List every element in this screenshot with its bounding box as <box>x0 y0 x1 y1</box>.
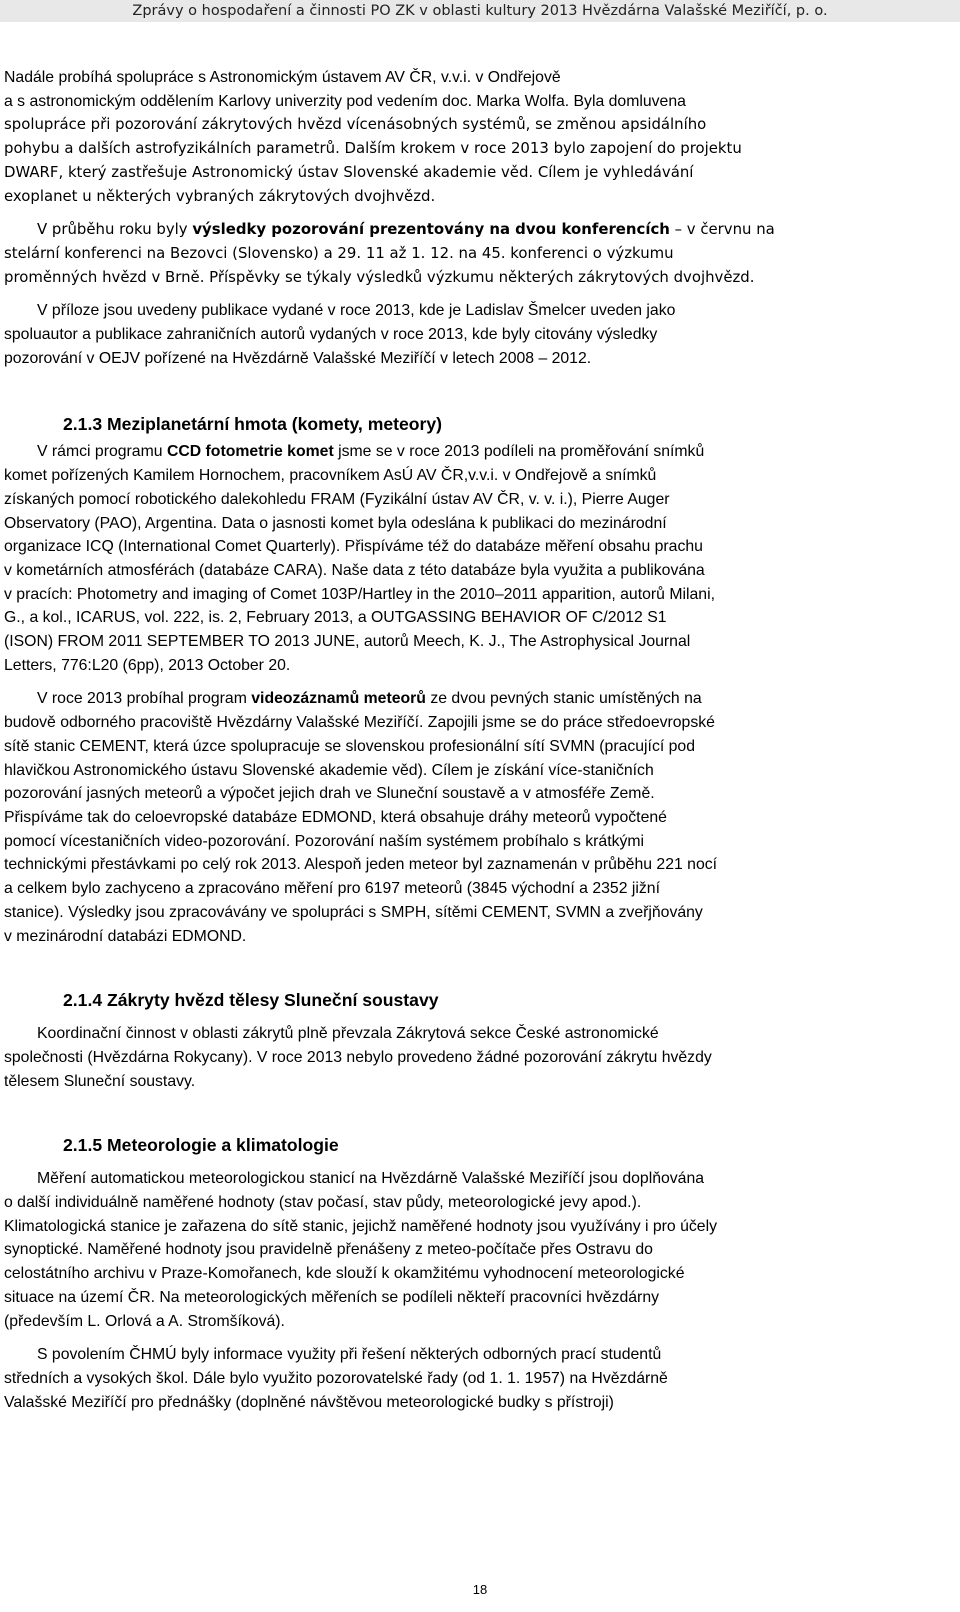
text-line: organizace ICQ (International Comet Quarterly). Přispíváme též do databáze měření obsahu prachu <box>4 538 703 556</box>
paragraph-cooperation <box>4 66 934 208</box>
text-line: V rámci programu CCD fotometrie komet jsme se v roce 2013 podíleli na proměřování snímků <box>37 443 705 461</box>
text-line: získaných pomocí robotického dalekohledu FRAM (Fyzikální ústav AV ČR, v. v. i.), Pierre Auger <box>4 490 670 508</box>
bold-phrase: CCD fotometrie komet <box>166 443 334 461</box>
text-line: Klimatologická stanice je zařazena do sítě stanic, jejichž naměřené hodnoty jsou využívány i pro účely <box>4 1217 717 1235</box>
paragraph-publications <box>4 299 934 370</box>
page-number: 18 <box>472 1582 488 1597</box>
text-line: v kometárních atmosférách (databáze CARA). Naše data z této databáze byla využita a publikována <box>4 561 705 579</box>
text-line: V průběhu roku byly výsledky pozorování prezentovány na dvou konferencích – v červnu na <box>37 220 775 239</box>
text-line: pohybu a dalších astrofyzikálních parametrů. Dalším krokem v roce 2013 bylo zapojení do projektu <box>4 139 742 158</box>
text-line: V roce 2013 probíhal program videozáznamů meteorů ze dvou pevných stanic umístěných na <box>37 690 702 708</box>
text-line: pozorování v OEJV pořízené na Hvězdárně Valašské Meziříčí v letech 2008 – 2012. <box>4 349 592 367</box>
text-line: synoptické. Naměřené hodnoty jsou pravidelně přenášeny z meteo-počítače přes Ostravu do <box>4 1241 653 1259</box>
text-line: V příloze jsou uvedeny publikace vydané v roce 2013, kde je Ladislav Šmelcer uveden jako <box>37 302 676 320</box>
paragraph-occultations <box>4 1022 934 1093</box>
paragraph-chmu <box>4 1343 934 1414</box>
section-heading-2-1-4: 2.1.4 Zákryty hvězd tělesy Sluneční soustavy <box>63 990 439 1011</box>
paragraph-comets <box>4 440 934 677</box>
text-line: společnosti (Hvězdárna Rokycany). V roce 2013 nebylo provedeno žádné pozorování zákrytu hvězdy <box>4 1048 712 1066</box>
text-line: tělesem Sluneční soustavy. <box>4 1072 196 1090</box>
text-line: hlavičkou Astronomického ústavu Slovenské akademie věd). Cílem je získání více-staničních <box>4 761 654 779</box>
text-line: Přispíváme tak do celoevropské databáze EDMOND, která obsahuje dráhy meteorů vypočtené <box>4 808 667 826</box>
text-line: spolupráce při pozorování zákrytových hvězd vícenásobných systémů, se změnou apsidálního <box>4 115 707 134</box>
paragraph-meteors <box>4 687 934 948</box>
text-line: celostátního archivu v Praze-Komořanech, kde slouží k okamžitému vyhodnocení meteorologické <box>4 1265 685 1283</box>
text-line: středních a vysokých škol. Dále bylo využito pozorovatelské řady (od 1. 1. 1957) na Hvězdárně <box>4 1369 668 1387</box>
text-line: situace na území ČR. Na meteorologických měřeních se podíleli někteří pracovníci hvězdárny <box>4 1288 659 1306</box>
paragraph-conferences <box>4 218 934 289</box>
text-line: S povolením ČHMÚ byly informace využity při řešení některých odborných prací studentů <box>37 1346 662 1364</box>
text-line: (ISON) FROM 2011 SEPTEMBER TO 2013 JUNE, autorů Meech, K. J., The Astrophysical Journal <box>4 633 691 651</box>
text-line: pozorování jasných meteorů a výpočet jejich drah ve Sluneční soustavě a v atmosféře Země. <box>4 785 655 803</box>
running-header <box>0 0 960 22</box>
running-header-title: Zprávy o hospodaření a činnosti PO ZK v oblasti kultury 2013 Hvězdárna Valašské Meziříčí, p. o. <box>132 3 828 19</box>
text-line: Koordinační činnost v oblasti zákrytů plně převzala Zákrytová sekce České astronomické <box>37 1025 659 1043</box>
text-line: komet pořízených Kamilem Hornochem, pracovníkem AsÚ AV ČR,v.v.i. v Ondřejově a snímků <box>4 467 657 485</box>
text-line: stelární konferenci na Bezovci (Slovensko) a 29. 11 až 1. 12. na 45. konferenci o výzkumu <box>4 243 674 262</box>
text-line: budově odborného pracoviště Hvězdárny Valašské Meziříčí. Zapojili jsme se do práce středoevropské <box>4 714 715 732</box>
text-line: o další individuálně naměřené hodnoty (stav počasí, stav půdy, meteorologické jevy apod.). <box>4 1194 642 1212</box>
document-body <box>4 66 934 1424</box>
text-line: exoplanet u některých vybraných zákrytových dvojhvězd. <box>4 186 436 205</box>
bold-phrase: výsledky pozorování prezentovány na dvou konferencích <box>192 220 670 239</box>
bold-phrase: videozáznamů meteorů <box>251 690 426 708</box>
text-line: v mezinárodní databázi EDMOND. <box>4 927 247 945</box>
text-line: DWARF, který zastřešuje Astronomický ústav Slovenské akademie věd. Cílem je vyhledávání <box>4 162 694 181</box>
text-line: sítě stanic CEMENT, která úzce spolupracuje se slovenskou profesionální sítí SVMN (pracující pod <box>4 737 695 755</box>
text-line: (především L. Orlová a A. Stromšíková). <box>4 1312 285 1330</box>
text-line: a celkem bylo zachyceno a zpracováno měření pro 6197 meteorů (3845 východní a 2352 jižní <box>4 880 660 898</box>
text-line: stanice). Výsledky jsou zpracovávány ve spolupráci s SMPH, sítěmi CEMENT, SVMN a zveřjňovány <box>4 903 703 921</box>
section-heading-2-1-3: 2.1.3 Meziplanetární hmota (komety, meteory) <box>63 414 443 435</box>
text-line: G., a kol., ICARUS, vol. 222, is. 2, February 2013, a OUTGASSING BEHAVIOR OF C/2012 S1 <box>4 609 667 627</box>
text-line: Observatory (PAO), Argentina. Data o jasnosti komet byla odeslána k publikaci do mezinárodní <box>4 514 667 532</box>
text-line: Valašské Meziříčí pro přednášky (doplněné návštěvou meteorologické budky s přístroji) <box>4 1393 614 1411</box>
paragraph-meteorology <box>4 1167 934 1333</box>
text-line: Měření automatickou meteorologickou stanicí na Hvězdárně Valašské Meziříčí jsou doplňována <box>37 1170 705 1188</box>
text-line: a s astronomickým oddělením Karlovy univerzity pod vedením doc. Marka Wolfa. Byla domluvena <box>4 92 686 110</box>
section-heading-2-1-5: 2.1.5 Meteorologie a klimatologie <box>63 1135 339 1156</box>
text-line: spoluautor a publikace zahraničních autorů vydaných v roce 2013, kde byly citovány výsledky <box>4 326 658 344</box>
text-line: v pracích: Photometry and imaging of Comet 103P/Hartley in the 2010–2011 apparition, autorů Milani, <box>4 585 715 603</box>
text-line: proměnných hvězd v Brně. Příspěvky se týkaly výsledků výzkumu některých zákrytových dvojhvězd. <box>4 267 755 286</box>
text-line: pomocí vícestaničních video-pozorování. Pozorování naším systémem probíhalo s krátkými <box>4 832 645 850</box>
text-line: technickými přestávkami po celý rok 2013. Alespoň jeden meteor byl zaznamenán v průběhu 221 nocí <box>4 856 718 874</box>
text-line: Letters, 776:L20 (6pp), 2013 October 20. <box>4 656 291 674</box>
text-line: Nadále probíhá spolupráce s Astronomickým ústavem AV ČR, v.v.i. v Ondřejově <box>4 69 561 86</box>
